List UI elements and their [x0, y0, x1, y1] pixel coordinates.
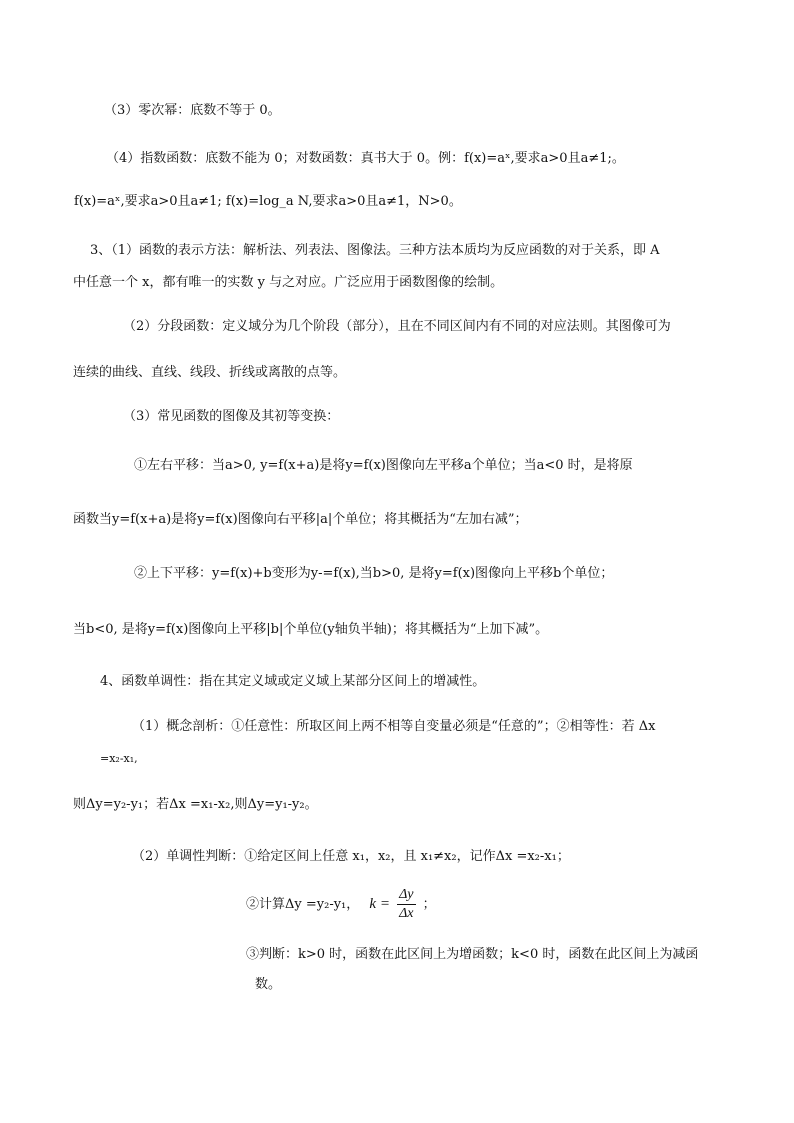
compute-delta-text: ②计算Δy =y₂-y₁， — [246, 897, 360, 912]
fraction-numerator: Δy — [397, 888, 415, 905]
line-monotonicity: 4、函数单调性：指在其定义域或定义域上某部分区间上的增减性。 — [100, 674, 486, 689]
line-exp-log-examples: f(x)=aˣ,要求a>0且a≠1; f(x)=log_a N,要求a>0且a≠1，N>0。 — [74, 194, 462, 209]
line-vertical-shift-1: ②上下平移：y=f(x)+b变形为y-=f(x),当b>0, 是将y=f(x)图像向上平移b个单位； — [134, 566, 614, 581]
line-judgement-3: ③判断：k>0 时，函数在此区间上为增函数；k<0 时，函数在此区间上为减函 — [246, 947, 699, 962]
slope-fraction — [397, 888, 415, 921]
line-horizontal-shift-2: 函数当y=f(x+a)是将y=f(x)图像向右平移|a|个单位；将其概括为“左加右减”； — [73, 512, 528, 527]
line-representation-2: 中任意一个 x，都有唯一的实数 y 与之对应。广泛应用于函数图像的绘制。 — [73, 275, 504, 290]
fraction-denominator: Δx — [399, 906, 414, 921]
line-exp-log: （4）指数函数：底数不能为 0；对数函数：真书大于 0。例：f(x)=aˣ,要求a>0且a≠1;。 — [106, 151, 625, 166]
k-label: k = — [369, 896, 390, 912]
line-common-graphs: （3）常见函数的图像及其初等变换： — [123, 409, 340, 424]
semicolon: ； — [422, 897, 436, 912]
line-piecewise-2: 连续的曲线、直线、线段、折线或离散的点等。 — [73, 365, 347, 380]
line-judgement-2 — [246, 888, 436, 921]
line-vertical-shift-2: 当b<0, 是将y=f(x)图像向上平移|b|个单位(y轴负半轴)；将其概括为“上加下减”。 — [73, 622, 549, 637]
line-concept-3: 则Δy=y₂-y₁；若Δx =x₁-x₂,则Δy=y₁-y₂。 — [73, 797, 318, 812]
line-judgement-4: 数。 — [255, 977, 282, 992]
line-concept-1: （1）概念剖析：①任意性：所取区间上两不相等自变量必须是“任意的”；②相等性：若 Δx — [132, 719, 656, 734]
line-piecewise-1: （2）分段函数：定义域分为几个阶段（部分），且在不同区间内有不同的对应法则。其图像可为 — [123, 319, 671, 334]
line-zero-power: （3）零次幂：底数不等于 0。 — [104, 103, 281, 118]
line-judgement-1: （2）单调性判断：①给定区间上任意 x₁，x₂，且 x₁≠x₂，记作Δx =x₂-x₁； — [132, 849, 570, 864]
line-concept-2: =x₂-x₁, — [100, 752, 138, 765]
line-representation-1: 3、（1）函数的表示方法：解析法、列表法、图像法。三种方法本质均为反应函数的对于关系，即 A — [90, 243, 660, 258]
line-horizontal-shift-1: ①左右平移：当a>0, y=f(x+a)是将y=f(x)图像向左平移a个单位；当a<0 时，是将原 — [134, 458, 633, 473]
